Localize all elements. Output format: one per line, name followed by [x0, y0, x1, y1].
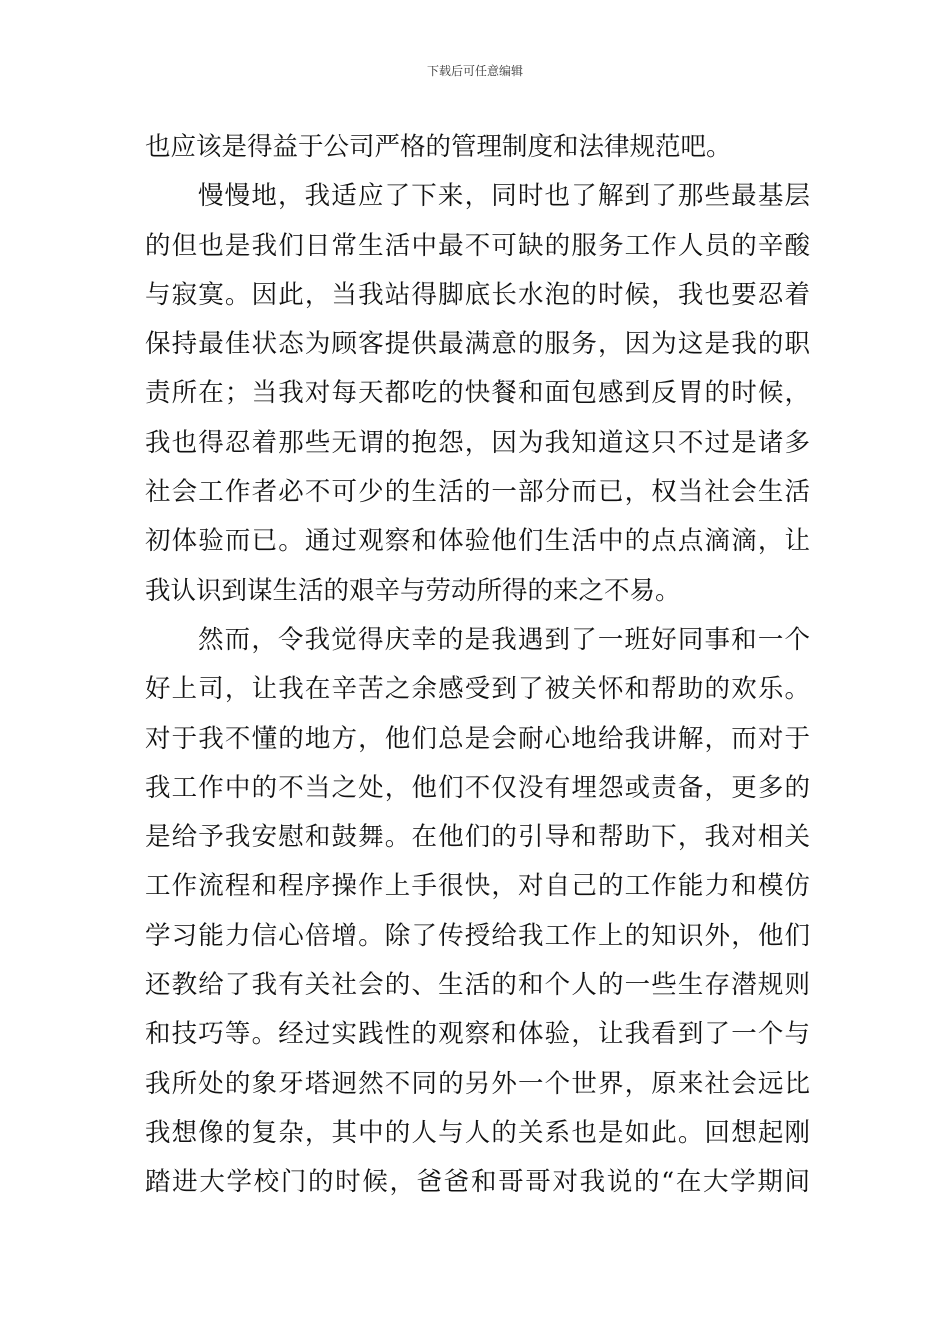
text-line-6: 责所在；当我对每天都吃的快餐和面包感到反胃的时候，: [145, 378, 810, 409]
text-line-8: 社会工作者必不可少的生活的一部分而已，权当社会生活: [145, 477, 810, 508]
page-header-note: 下载后可任意编辑: [426, 64, 523, 78]
document-body: [145, 123, 810, 1208]
text-line-17: 学习能力信心倍增。除了传授给我工作上的知识外，他们: [145, 920, 810, 951]
text-line-10: 我认识到谋生活的艰辛与劳动所得的来之不易。: [145, 575, 681, 606]
text-line-12: 好上司，让我在辛苦之余感受到了被关怀和帮助的欢乐。: [145, 674, 810, 705]
text-line-19: 和技巧等。经过实践性的观察和体验，让我看到了一个与: [145, 1019, 810, 1050]
text-line-16: 工作流程和程序操作上手很快，对自己的工作能力和模仿: [145, 871, 810, 902]
text-line-7: 我也得忍着那些无谓的抱怨，因为我知道这只不过是诸多: [145, 427, 810, 458]
text-line-15: 是给予我安慰和鼓舞。在他们的引导和帮助下，我对相关: [145, 822, 810, 853]
text-line-22: 踏进大学校门的时候，爸爸和哥哥对我说的“在大学期间: [145, 1167, 810, 1198]
text-line-9: 初体验而已。通过观察和体验他们生活中的点点滴滴，让: [145, 526, 810, 557]
text-line-2: 慢慢地，我适应了下来，同时也了解到了那些最基层: [198, 181, 810, 212]
text-line-3: 的但也是我们日常生活中最不可缺的服务工作人员的辛酸: [145, 230, 810, 261]
text-line-21: 我想像的复杂，其中的人与人的关系也是如此。回想起刚: [145, 1117, 810, 1148]
text-line-1: 也应该是得益于公司严格的管理制度和法律规范吧。: [145, 132, 732, 162]
text-line-20: 我所处的象牙塔迥然不同的另外一个世界，原来社会远比: [145, 1068, 810, 1099]
text-line-5: 保持最佳状态为顾客提供最满意的服务，因为这是我的职: [145, 329, 810, 360]
text-line-18: 还教给了我有关社会的、生活的和个人的一些生存潜规则: [145, 970, 810, 1001]
text-line-4: 与寂寞。因此，当我站得脚底长水泡的时候，我也要忍着: [145, 279, 810, 310]
text-line-14: 我工作中的不当之处，他们不仅没有埋怨或责备，更多的: [145, 772, 810, 803]
text-line-11: 然而，令我觉得庆幸的是我遇到了一班好同事和一个: [198, 624, 810, 655]
text-line-13: 对于我不懂的地方，他们总是会耐心地给我讲解，而对于: [145, 723, 810, 754]
